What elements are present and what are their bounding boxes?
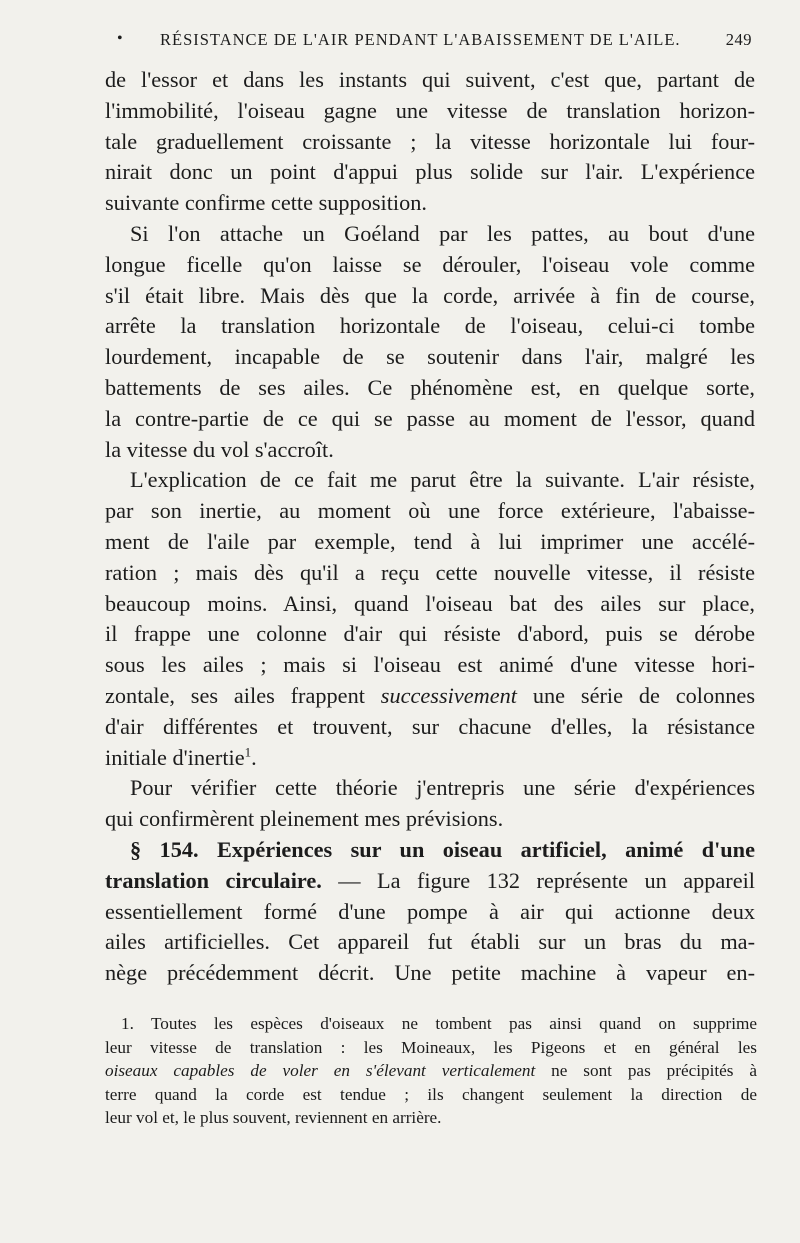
text-line: ailes artificielles. Cet appareil fut établi sur un bras du ma-	[105, 929, 755, 955]
text-line: qui confirmèrent pleinement mes prévisions.	[105, 806, 504, 832]
text-run: zontale, ses ailes frappent	[105, 682, 365, 708]
section-number: § 154.	[130, 836, 199, 862]
text-line	[105, 681, 755, 712]
text-line: L'explication de ce fait me parut être la suivante. L'air résiste,	[130, 467, 755, 493]
text-line: la contre-partie de ce qui se passe au moment de l'essor, quand	[105, 405, 755, 431]
footnote-line	[105, 1012, 757, 1036]
text-line: la vitesse du vol s'accroît.	[105, 436, 334, 462]
text-line: beaucoup moins. Ainsi, quand l'oiseau bat des ailes sur place,	[105, 590, 755, 616]
footnote-line: leur vol et, le plus souvent, reviennent en arrière.	[105, 1108, 442, 1128]
text-line: Si l'on attache un Goéland par les pattes, au bout d'une	[130, 220, 755, 246]
italic-run: successivement	[380, 682, 517, 708]
text-line: suivante confirme cette supposition.	[105, 190, 427, 216]
text-line: d'air différentes et trouvent, sur chacune d'elles, la résistance	[105, 713, 755, 739]
text-line: battements de ses ailes. Ce phénomène est, en quelque sorte,	[105, 374, 755, 400]
page-number: 249	[725, 30, 752, 49]
text-line: tale graduellement croissante ; la vitesse horizontale lui four-	[105, 128, 755, 154]
text-line: ment de l'aile par exemple, tend à lui imprimer une accélé-	[105, 528, 755, 554]
footnote-line: terre quand la corde est tendue ; ils changent seulement la direction de	[105, 1084, 757, 1104]
footnote-line: leur vitesse de translation : les Moineaux, les Pigeons et en général les	[105, 1037, 757, 1057]
text-line: lourdement, incapable de se soutenir dans l'air, malgré les	[105, 344, 755, 370]
text-line	[105, 866, 755, 897]
text-line	[105, 743, 755, 774]
text-line: il frappe une colonne d'air qui résiste d'abord, puis se dérobe	[105, 621, 755, 647]
text-line: de l'essor et dans les instants qui suivent, c'est que, partant de	[105, 67, 755, 92]
text-line: nirait donc un point d'appui plus solide sur l'air. L'expérience	[105, 159, 755, 185]
section-title: translation circulaire.	[105, 867, 322, 893]
footnote-number: 1.	[121, 1014, 134, 1033]
text-line: arrête la translation horizontale de l'oiseau, celui-ci tombe	[105, 313, 755, 339]
text-line: s'il était libre. Mais dès que la corde, arrivée à fin de course,	[105, 282, 755, 308]
text-run: ne sont pas précipités à	[551, 1061, 757, 1081]
text-line: ration ; mais dès qu'il a reçu cette nouvelle vitesse, il résiste	[105, 559, 755, 585]
text-run: Toutes les espèces d'oiseaux ne tombent pas ainsi quand on supprime	[150, 1014, 757, 1033]
running-head-mark: •	[117, 30, 124, 47]
footnote-ref[interactable]: 1	[244, 744, 252, 760]
text-run: une série de colonnes	[532, 682, 755, 708]
body-text	[105, 65, 755, 989]
section-heading-line	[105, 835, 755, 866]
footnote	[105, 1012, 757, 1130]
text-line: longue ficelle qu'on laisse se dérouler, l'oiseau vole comme	[105, 251, 755, 277]
running-head	[105, 30, 752, 58]
italic-run: oiseaux capables de voler en s'élevant verticalement	[105, 1061, 536, 1081]
text-run: initiale d'inertie	[105, 744, 245, 770]
text-line: l'immobilité, l'oiseau gagne une vitesse de translation horizon-	[105, 97, 755, 123]
text-line: nège précédemment décrit. Une petite machine à vapeur en-	[105, 960, 755, 986]
text-run: .	[251, 744, 257, 770]
text-run: — La figure 132 représente un appareil	[321, 867, 755, 893]
section-title: Expériences sur un oiseau artificiel, animé d'une	[216, 836, 755, 862]
text-line: essentiellement formé d'une pompe à air qui actionne deux	[105, 898, 755, 924]
running-head-title: RÉSISTANCE DE L'AIR PENDANT L'ABAISSEMENT DE L'AILE.	[160, 30, 681, 49]
text-line: Pour vérifier cette théorie j'entrepris une série d'expériences	[130, 775, 755, 801]
text-line: par son inertie, au moment où une force extérieure, l'abaisse-	[105, 498, 755, 524]
footnote-line	[105, 1059, 757, 1083]
text-line: sous les ailes ; mais si l'oiseau est animé d'une vitesse hori-	[105, 652, 755, 678]
